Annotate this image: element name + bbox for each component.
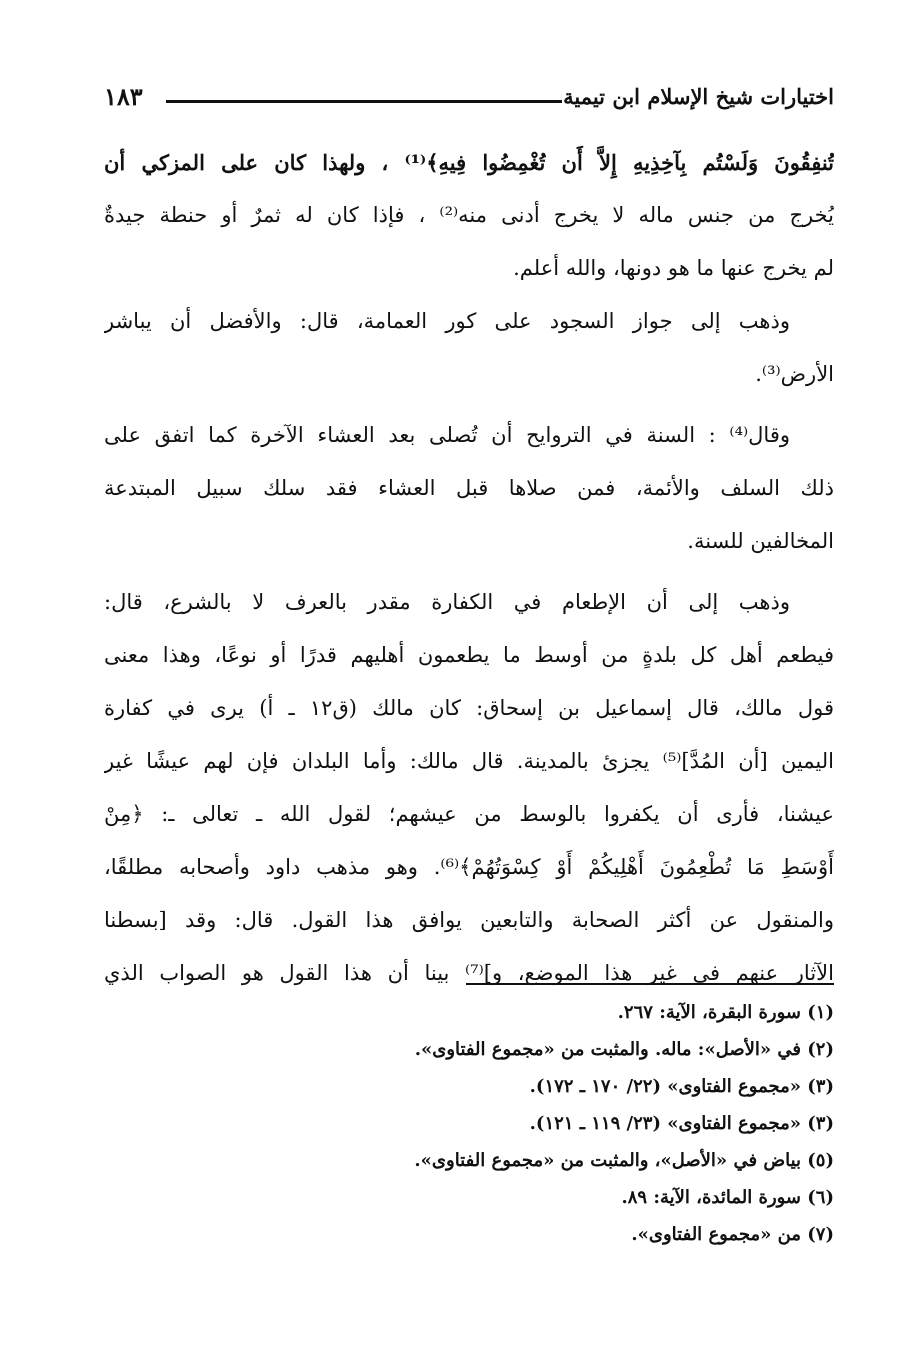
page-number: ١٨٣	[104, 82, 143, 111]
footnote: (٧) من «مجموع الفتاوى».	[631, 1224, 834, 1245]
text-line: اليمين [أن المُدَّ]⁽⁵⁾ يجزئ بالمدينة. قال مالك: وأما البلدان فإن لهم عيشًا غير	[104, 749, 834, 773]
text-line: ذلك السلف والأئمة، فمن صلاها قبل العشاء فقد سلك سبيل المبتدعة	[104, 476, 834, 500]
text-line: فيطعم أهل كل بلدةٍ من أوسط ما يطعمون أهليهم قدرًا أو نوعًا، وهذا معنى	[104, 643, 834, 667]
text-line: وقال⁽⁴⁾ : السنة في التروايح أن تُصلى بعد العشاء الآخرة كما اتفق على	[104, 423, 790, 447]
text-line: قول مالك، قال إسماعيل بن إسحاق: كان مالك (ق١٢ ـ أ) يرى في كفارة	[104, 696, 834, 720]
text-line: وذهب إلى جواز السجود على كور العمامة، قال: والأفضل أن يباشر	[104, 309, 790, 333]
footnote: (٦) سورة المائدة، الآية: ٨٩.	[621, 1187, 834, 1208]
text-line: عيشنا، فأرى أن يكفروا بالوسط من عيشهم؛ لقول الله ـ تعالى ـ: ﴿مِنْ	[104, 802, 834, 826]
text-line: تُنفِقُونَ وَلَسْتُم بِآخِذِيهِ إِلاَّ أَن تُغْمِضُوا فِيهِ﴾⁽¹⁾ ، ولهذا كان على المزكي أن	[104, 150, 834, 175]
footnote: (٣) «مجموع الفتاوى» (٢٢/ ١٧٠ ـ ١٧٢).	[529, 1076, 834, 1097]
header-rule	[166, 100, 562, 103]
text-line: لم يخرج عنها ما هو دونها، والله أعلم.	[513, 256, 834, 280]
text-line: الأرض⁽³⁾.	[755, 362, 834, 386]
text-line: المخالفين للسنة.	[687, 529, 834, 553]
text-line: أَوْسَطِ مَا تُطْعِمُونَ أَهْلِيكُمْ أَوْ كِسْوَتُهُمْ﴾⁽⁶⁾. وهو مذهب داود وأصحابه مطلقًا،	[104, 855, 834, 879]
text-line: الآثار عنهم في غير هذا الموضع، و]⁽⁷⁾ بينا أن هذا القول هو الصواب الذي	[104, 961, 834, 985]
text-line: والمنقول عن أكثر الصحابة والتابعين يوافق هذا القول. قال: وقد [بسطنا	[104, 908, 834, 932]
page-header	[104, 84, 834, 118]
footnote-separator	[466, 983, 834, 985]
running-title: اختيارات شيخ الإسلام ابن تيمية	[563, 84, 834, 109]
footnote: (١) سورة البقرة، الآية: ٢٦٧.	[617, 1002, 834, 1023]
footnotes	[334, 994, 834, 1253]
footnote: (٥) بياض في «الأصل»، والمثبت من «مجموع الفتاوى».	[414, 1150, 834, 1171]
footnote: (٢) في «الأصل»: ماله. والمثبت من «مجموع الفتاوى».	[414, 1039, 834, 1060]
main-text	[104, 136, 834, 1000]
text-line: وذهب إلى أن الإطعام في الكفارة مقدر بالعرف لا بالشرع، قال:	[104, 590, 790, 614]
text-line: يُخرج من جنس ماله لا يخرج أدنى منه⁽²⁾ ، فإذا كان له ثمرٌ أو حنطة جيدةٌ	[104, 203, 834, 227]
footnote: (٣) «مجموع الفتاوى» (٢٣/ ١١٩ ـ ١٢١).	[529, 1113, 834, 1134]
